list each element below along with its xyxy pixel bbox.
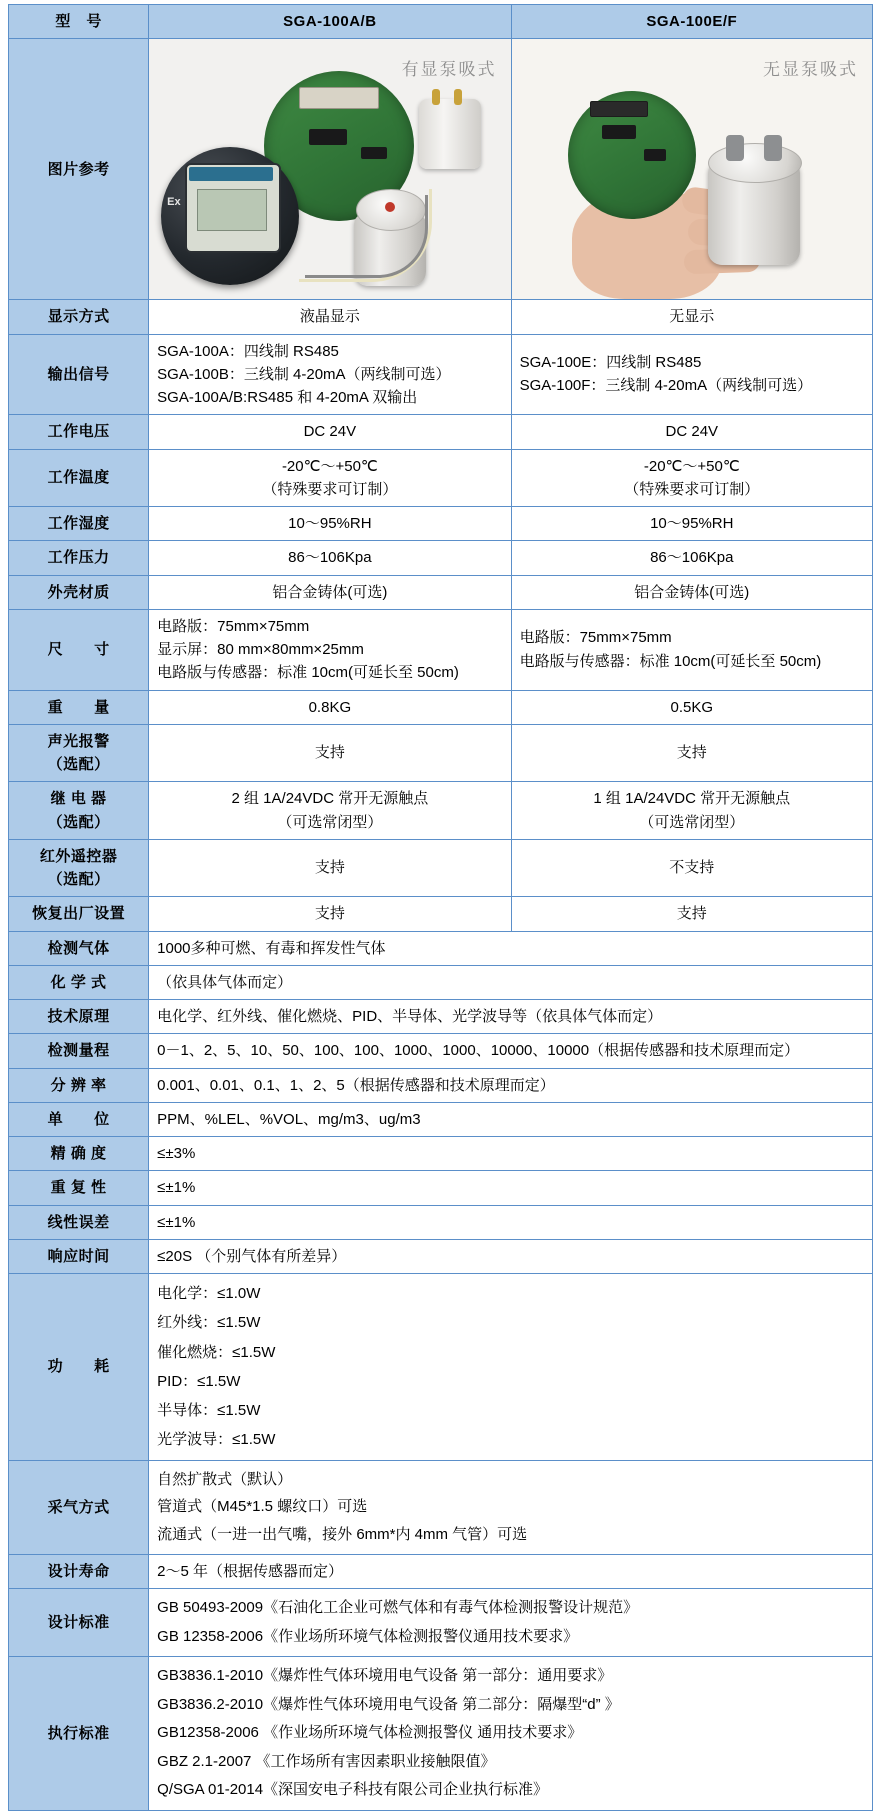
cell-design-life: 2～5 年（根据传感器而定） xyxy=(149,1554,873,1588)
table-row-model xyxy=(9,5,873,39)
photo-caption-right: 无显泵吸式 xyxy=(763,60,858,80)
row-label-photo: 图片参考 xyxy=(9,39,149,300)
sensor-pin-icon xyxy=(454,89,462,105)
table-row-working-temperature xyxy=(9,449,873,507)
cell-working-pressure-right: 86～106Kpa xyxy=(511,541,872,575)
table-row-technical-principle xyxy=(9,1000,873,1034)
cell-dimensions-right: 电路版：75mm×75mm 电路版与传感器：标准 10cm(可延长至 50cm) xyxy=(511,609,872,690)
table-row-repeatability xyxy=(9,1171,873,1205)
table-row-photo xyxy=(9,39,873,300)
row-label-dimensions: 尺 寸 xyxy=(9,609,149,690)
row-label-housing-material: 外壳材质 xyxy=(9,575,149,609)
row-label-design-standard: 设计标准 xyxy=(9,1589,149,1657)
cell-working-voltage-left: DC 24V xyxy=(149,415,511,449)
row-label-output-signal: 输出信号 xyxy=(9,334,149,415)
cell-relay-right: 1 组 1A/24VDC 常开无源触点 （可选常闭型） xyxy=(511,782,872,840)
cell-working-voltage-right: DC 24V xyxy=(511,415,872,449)
row-label-design-life: 设计寿命 xyxy=(9,1554,149,1588)
row-label-measuring-range: 检测量程 xyxy=(9,1034,149,1068)
header-pins-icon xyxy=(590,101,648,117)
row-label-ir-remote: 红外遥控器 （选配） xyxy=(9,839,149,897)
table-row-detected-gas xyxy=(9,931,873,965)
table-row-unit xyxy=(9,1102,873,1136)
cell-accuracy: ≤±3% xyxy=(149,1137,873,1171)
table-row-weight xyxy=(9,690,873,724)
sensor-pin-icon xyxy=(432,89,440,105)
table-row-resolution xyxy=(9,1068,873,1102)
cell-working-humidity-left: 10～95%RH xyxy=(149,507,511,541)
table-row-dimensions xyxy=(9,609,873,690)
column-header-left: SGA-100A/B xyxy=(149,5,511,39)
row-label-relay: 继 电 器 （选配） xyxy=(9,782,149,840)
row-label-chemical-formula: 化 学 式 xyxy=(9,965,149,999)
meter-banner xyxy=(189,167,273,181)
cell-display-mode-right: 无显示 xyxy=(511,300,872,334)
cell-housing-material-left: 铝合金铸体(可选) xyxy=(149,575,511,609)
row-label-factory-reset: 恢复出厂设置 xyxy=(9,897,149,931)
row-label-sampling-method: 采气方式 xyxy=(9,1460,149,1554)
table-row-measuring-range xyxy=(9,1034,873,1068)
table-row-factory-reset xyxy=(9,897,873,931)
cell-weight-right: 0.5KG xyxy=(511,690,872,724)
row-label-repeatability: 重 复 性 xyxy=(9,1171,149,1205)
cell-execution-standard: GB3836.1-2010《爆炸性气体环境用电气设备 第一部分：通用要求》 GB3836.2-2010《爆炸性气体环境用电气设备 第二部分：隔爆型“d” 》 GB12358-2006 《作业场所环境气体检测报警仪 通用技术要求》 GBZ 2.1-2007 《工作场所有害因素职业接触限值》 Q/SGA 01-2014《深国安电子科技有限公司企业执行标准》 xyxy=(149,1657,873,1811)
terminal-block-icon xyxy=(299,87,379,109)
row-label-linearity-error: 线性误差 xyxy=(9,1205,149,1239)
cell-technical-principle: 电化学、红外线、催化燃烧、PID、半导体、光学波导等（依具体气体而定） xyxy=(149,1000,873,1034)
cell-ir-remote-left: 支持 xyxy=(149,839,511,897)
gas-nozzle-icon xyxy=(726,135,744,161)
cell-factory-reset-right: 支持 xyxy=(511,897,872,931)
cell-factory-reset-left: 支持 xyxy=(149,897,511,931)
cell-working-pressure-left: 86～106Kpa xyxy=(149,541,511,575)
table-row-response-time xyxy=(9,1239,873,1273)
table-row-working-pressure xyxy=(9,541,873,575)
row-label-weight: 重 量 xyxy=(9,690,149,724)
table-row-chemical-formula xyxy=(9,965,873,999)
table-row-working-humidity xyxy=(9,507,873,541)
cell-display-mode-left: 液晶显示 xyxy=(149,300,511,334)
cell-resolution: 0.001、0.01、0.1、1、2、5（根据传感器和技术原理而定） xyxy=(149,1068,873,1102)
cell-chemical-formula: （依具体气体而定） xyxy=(149,965,873,999)
meter-ex-mark: Ex xyxy=(167,196,181,209)
cell-working-temperature-left: -20℃～+50℃ （特殊要求可订制） xyxy=(149,449,511,507)
chip-icon xyxy=(309,129,347,145)
cell-repeatability: ≤±1% xyxy=(149,1171,873,1205)
table-row-ir-remote xyxy=(9,839,873,897)
row-label-working-temperature: 工作温度 xyxy=(9,449,149,507)
row-label-detected-gas: 检测气体 xyxy=(9,931,149,965)
chip-icon xyxy=(644,149,666,161)
cell-detected-gas: 1000多种可燃、有毒和挥发性气体 xyxy=(149,931,873,965)
cell-relay-left: 2 组 1A/24VDC 常开无源触点 （可选常闭型） xyxy=(149,782,511,840)
cell-linearity-error: ≤±1% xyxy=(149,1205,873,1239)
row-label-response-time: 响应时间 xyxy=(9,1239,149,1273)
cell-power-consumption: 电化学：≤1.0W 红外线：≤1.5W 催化燃烧：≤1.5W PID：≤1.5W 半导体：≤1.5W 光学波导：≤1.5W xyxy=(149,1274,873,1461)
cell-output-signal-left: SGA-100A：四线制 RS485 SGA-100B：三线制 4-20mA（两线制可选） SGA-100A/B:RS485 和 4-20mA 双输出 xyxy=(149,334,511,415)
row-label-accuracy: 精 确 度 xyxy=(9,1137,149,1171)
small-sensor-icon xyxy=(419,99,481,169)
table-row-relay xyxy=(9,782,873,840)
cell-dimensions-left: 电路版：75mm×75mm 显示屏：80 mm×80mm×25mm 电路版与传感器：标准 10cm(可延长至 50cm) xyxy=(149,609,511,690)
cell-working-humidity-right: 10～95%RH xyxy=(511,507,872,541)
table-row-execution-standard xyxy=(9,1657,873,1811)
row-label-power-consumption: 功 耗 xyxy=(9,1274,149,1461)
cable-icon xyxy=(305,195,428,278)
table-row-housing-material xyxy=(9,575,873,609)
column-header-right: SGA-100E/F xyxy=(511,5,872,39)
specification-table xyxy=(8,4,873,1811)
row-label-working-humidity: 工作湿度 xyxy=(9,507,149,541)
meter-lcd-icon xyxy=(197,189,267,231)
row-label-unit: 单 位 xyxy=(9,1102,149,1136)
table-row-display-mode xyxy=(9,300,873,334)
cell-sound-light-alarm-right: 支持 xyxy=(511,724,872,782)
table-row-design-standard xyxy=(9,1589,873,1657)
cell-output-signal-right: SGA-100E：四线制 RS485 SGA-100F：三线制 4-20mA（两线制可选） xyxy=(511,334,872,415)
chip-icon xyxy=(361,147,387,159)
cell-weight-left: 0.8KG xyxy=(149,690,511,724)
row-label-model: 型 号 xyxy=(9,5,149,39)
gas-nozzle-icon xyxy=(764,135,782,161)
table-row-accuracy xyxy=(9,1137,873,1171)
table-row-sampling-method xyxy=(9,1460,873,1554)
cell-sound-light-alarm-left: 支持 xyxy=(149,724,511,782)
row-label-resolution: 分 辨 率 xyxy=(9,1068,149,1102)
table-row-linearity-error xyxy=(9,1205,873,1239)
cell-housing-material-right: 铝合金铸体(可选) xyxy=(511,575,872,609)
table-row-power-consumption xyxy=(9,1274,873,1461)
product-photo-right xyxy=(511,39,872,300)
cell-sampling-method: 自然扩散式（默认） 管道式（M45*1.5 螺纹口）可选 流通式（一进一出气嘴，接外 6mm*内 4mm 气管）可选 xyxy=(149,1460,873,1554)
table-row-output-signal xyxy=(9,334,873,415)
cell-working-temperature-right: -20℃～+50℃ （特殊要求可订制） xyxy=(511,449,872,507)
table-row-sound-light-alarm xyxy=(9,724,873,782)
photo-caption-left: 有显泵吸式 xyxy=(401,60,497,80)
row-label-working-voltage: 工作电压 xyxy=(9,415,149,449)
row-label-execution-standard: 执行标准 xyxy=(9,1657,149,1811)
table-row-design-life xyxy=(9,1554,873,1588)
cell-measuring-range: 0－1、2、5、10、50、100、100、1000、1000、10000、10000（根据传感器和技术原理而定） xyxy=(149,1034,873,1068)
chip-icon xyxy=(602,125,636,139)
row-label-working-pressure: 工作压力 xyxy=(9,541,149,575)
row-label-sound-light-alarm: 声光报警 （选配） xyxy=(9,724,149,782)
pump-sensor-top-icon xyxy=(708,143,802,183)
cell-unit: PPM、%LEL、%VOL、mg/m3、ug/m3 xyxy=(149,1102,873,1136)
cell-design-standard: GB 50493-2009《石油化工企业可燃气体和有毒气体检测报警设计规范》 GB 12358-2006《作业场所环境气体检测报警仪通用技术要求》 xyxy=(149,1589,873,1657)
cell-ir-remote-right: 不支持 xyxy=(511,839,872,897)
product-photo-left xyxy=(149,39,511,300)
row-label-technical-principle: 技术原理 xyxy=(9,1000,149,1034)
table-row-working-voltage xyxy=(9,415,873,449)
cell-response-time: ≤20S （个别气体有所差异） xyxy=(149,1239,873,1273)
row-label-display-mode: 显示方式 xyxy=(9,300,149,334)
